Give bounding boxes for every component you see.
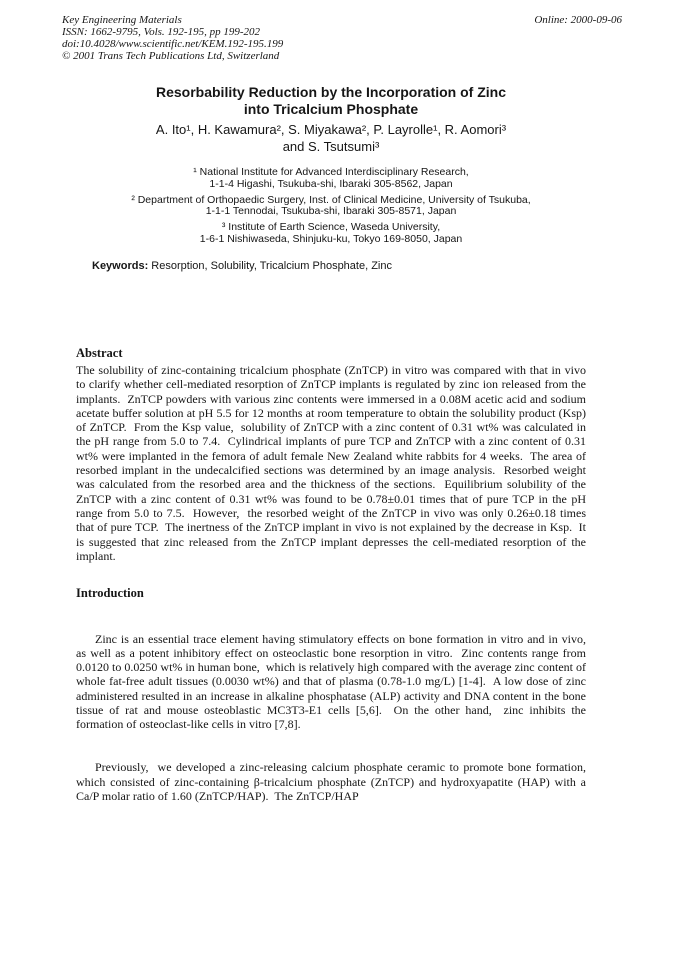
keywords-label: Keywords: — [92, 260, 149, 272]
affiliation-1-name: ¹ National Institute for Advanced Interdisciplinary Research, — [193, 166, 469, 178]
paper-title — [76, 84, 586, 117]
affiliation-3-address: 1-6-1 Nishiwaseda, Shinjuku-ku, Tokyo 169-8050, Japan — [199, 232, 463, 245]
introduction-paragraph-2: Previously, we developed a zinc-releasing calcium phosphate ceramic to promote bone formation, which consisted of zinc-containing β-tricalcium phosphate (ZnTCP) and hydroxyapatite (HAP) with a Ca/P molar ratio of 1.60 (ZnTCP/HAP). The ZnTCP/HAP — [76, 760, 592, 803]
paper-title-line2: into Tricalcium Phosphate — [243, 100, 419, 117]
affiliation-2 — [46, 195, 616, 218]
journal-header — [62, 14, 622, 62]
keywords-line — [92, 260, 392, 273]
affiliation-2-name: ² Department of Orthopaedic Surgery, Inst. of Clinical Medicine, University of Tsukuba, — [131, 193, 531, 206]
affiliations — [46, 167, 616, 250]
authors — [76, 122, 586, 155]
authors-line2: and S. Tsutsumi³ — [282, 138, 380, 154]
introduction-body — [76, 603, 592, 832]
copyright-line: © 2001 Trans Tech Publications Ltd, Switzerland — [62, 50, 280, 62]
issn-line: ISSN: 1662-9795, Vols. 192-195, pp 199-202 — [62, 26, 260, 38]
affiliation-3-name: ³ Institute of Earth Science, Waseda University, — [221, 221, 441, 233]
introduction-heading: Introduction — [76, 586, 144, 600]
affiliation-1-address: 1-1-4 Higashi, Tsukuba-shi, Ibaraki 305-8562, Japan — [209, 177, 453, 190]
abstract-body: The solubility of zinc-containing tricalcium phosphate (ZnTCP) in vitro was compared with that in vivo to clarify whether cell-mediated resorption of ZnTCP implants is regulated by zinc ion released from the implants. ZnTCP powders with various zinc contents were immersed in a 0.08M acetic acid and sodium acetate buffer solution at pH 5.5 for 12 months at room temperature to obtain the solubility product (Ksp) of ZnTCP. From the Ksp value, solubility of ZnTCP with a zinc content of 0.31 wt% was calculated in the pH range from 5.0 to 7.4. Cylindrical implants of pure TCP and ZnTCP with a zinc content of 0.31 wt% were implanted in the femora of adult female New Zealand white rabbits for 4 weeks. The area of resorbed implant in the undecalcified sections was determined by an image analysis. Resorbed weight was calculated from the resorbed area and the thickness of the sections. Equilibrium solubility of the ZnTCP with a zinc content of 0.31 wt% was found to be 0.78±0.01 times that of pure TCP in the pH range from 5.0 to 7.5. However, the resorbed weight of the ZnTCP in vivo was only 0.26±0.18 times that of pure TCP. The inertness of the ZnTCP implant in vivo is not explained by the decrease in Ksp. It is suggested that zinc released from the ZnTCP implant depresses the cell-mediated resorption of the implant. — [76, 363, 589, 563]
authors-line1: A. Ito¹, H. Kawamura², S. Miyakawa², P. Layrolle¹, R. Aomori³ — [155, 122, 507, 137]
keywords-text: Resorption, Solubility, Tricalcium Phosphate, Zinc — [148, 260, 392, 272]
affiliation-2-address: 1-1-1 Tennodai, Tsukuba-shi, Ibaraki 305-8571, Japan — [205, 205, 457, 217]
abstract-heading: Abstract — [76, 346, 123, 360]
paper-title-line1: Resorbability Reduction by the Incorporation of Zinc — [155, 84, 507, 100]
introduction-paragraph-1: Zinc is an essential trace element having stimulatory effects on bone formation in vitro and in vivo, as well as a potent inhibitory effect on osteoclastic bone resorption in vitro. Zinc contents range from 0.0120 to 0.0250 wt% in human bone, which is relatively high compared with the average zinc content of whole fat-free adult tissues (0.0030 wt%) and that of plasma (0.78-1.0 mg/L) [1-4]. A low dose of zinc administered resulted in an increase in alkaline phosphatase (ALP) activity and DNA content in the bone tissue of rat and mouse osteoblastic MC3T3-E1 cells [5,6]. On the other hand, zinc inhibits the formation of osteoclast-like cells in vitro [7,8]. — [76, 631, 592, 732]
online-date: Online: 2000-09-06 — [534, 14, 622, 26]
journal-name: Key Engineering Materials — [62, 14, 182, 26]
affiliation-3 — [46, 222, 616, 245]
journal-header-left — [62, 14, 283, 62]
affiliation-1 — [46, 167, 616, 190]
doi-line: doi:10.4028/www.scientific.net/KEM.192-195.199 — [62, 38, 284, 50]
